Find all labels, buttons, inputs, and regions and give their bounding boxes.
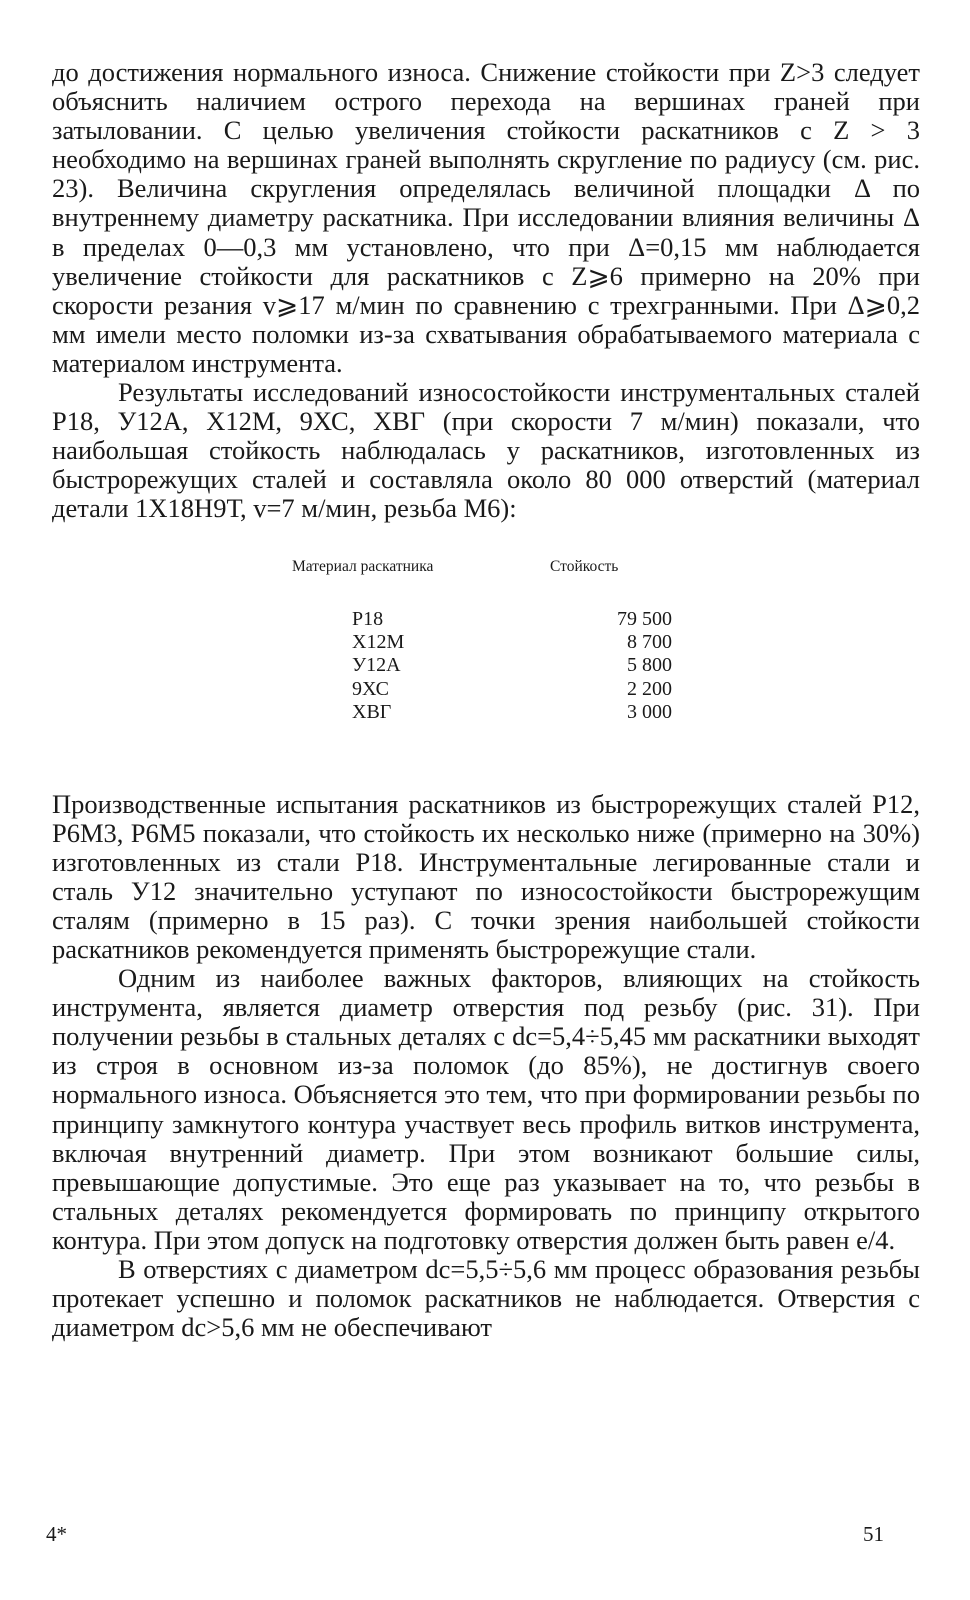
table-cell-material: У12А: [352, 654, 401, 677]
paragraph-1: до достижения нормального износа. Снижение стойкости при Z>3 следует объяснить наличием острого перехода на вершинах граней при затыловании. С целью увеличения стойкости раскатников с Z > 3 необходимо на вершинах граней выполнять скругление по радиусу (см. рис. 23). Величина скругления определялась величиной площадки Δ по внутреннему диаметру раскатника. При исследовании влияния величины Δ в пределах 0—0,3 мм установлено, что при Δ=0,15 мм наблюдается увеличение стойкости для раскатников с Z⩾6 примерно на 20% при скорости резания v⩾17 м/мин по сравнению с трехгранными. При Δ⩾0,2 мм имели место поломки из-за схватывания обрабатываемого материала с материалом инструмента.: [52, 57, 920, 378]
paragraph-4: Одним из наиболее важных факторов, влияющих на стойкость инструмента, является диаметр отверстия под резьбу (рис. 31). При получении резьбы в стальных деталях с dс=5,4÷5,45 мм раскатники выходят из строя в основном из-за поломок (до 85%), не достигнув своего нормального износа. Объясняется это тем, что при формировании резьбы по принципу замкнутого контура участвует весь профиль витков инструмента, включая внутренний диаметр. При этом возникают большие силы, превышающие допустимые. Это еще раз указывает на то, что резьбы в стальных деталях рекомендуется формировать по принципу открытого контура. При этом допуск на подготовку отверстия должен быть равен e/4.: [52, 963, 920, 1255]
resistance-table: [52, 540, 920, 790]
table-cell-material: Х12М: [352, 630, 405, 653]
table-column-resistance: [542, 608, 672, 725]
paragraph-3: Производственные испытания раскатников из быстрорежущих сталей Р12, Р6М3, Р6М5 показали, что стойкость их несколько ниже (примерно на 30%) изготовленных из стали Р18. Инструментальные легированные стали и сталь У12 значительно уступают по износостойкости быстрорежущим сталям (примерно в 15 раз). С точки зрения наибольшей стойкости раскатников рекомендуется применять быстрорежущие стали.: [52, 788, 920, 964]
table-cell-resistance: 79 500: [617, 607, 672, 630]
table-cell-resistance: 8 700: [627, 630, 672, 653]
paragraph-2: Результаты исследований износостойкости инструментальных сталей Р18, У12А, Х12М, 9ХС, ХВГ (при скорости 7 м/мин) показали, что наибольшая стойкость наблюдалась у раскатников, изготовленных из быстрорежущих сталей и составляла около 80 000 отверстий (материал детали 1Х18Н9Т, v=7 м/мин, резьба М6):: [52, 377, 920, 524]
signature-mark: 4*: [46, 1522, 67, 1546]
table-cell-material: ХВГ: [352, 701, 392, 724]
table-cell-resistance: 3 000: [627, 701, 672, 724]
page-footer: [46, 1522, 884, 1547]
table-cell-resistance: 2 200: [627, 677, 672, 700]
table-cell-material: Р18: [352, 607, 384, 630]
table-column-material: [352, 608, 404, 725]
page-number: 51: [863, 1522, 884, 1546]
table-cell-resistance: 5 800: [627, 654, 672, 677]
table-header-material: Материал раскатника: [292, 557, 434, 575]
page-content: [52, 58, 920, 1342]
table-cell-material: 9ХС: [352, 677, 390, 700]
paragraph-5: В отверстиях с диаметром dс=5,5÷5,6 мм процесс образования резьбы протекает успешно и поломок раскатников не наблюдается. Отверстия с диаметром dс>5,6 мм не обеспечивают: [52, 1254, 920, 1343]
table-header-resistance: Стойкость: [550, 557, 619, 575]
